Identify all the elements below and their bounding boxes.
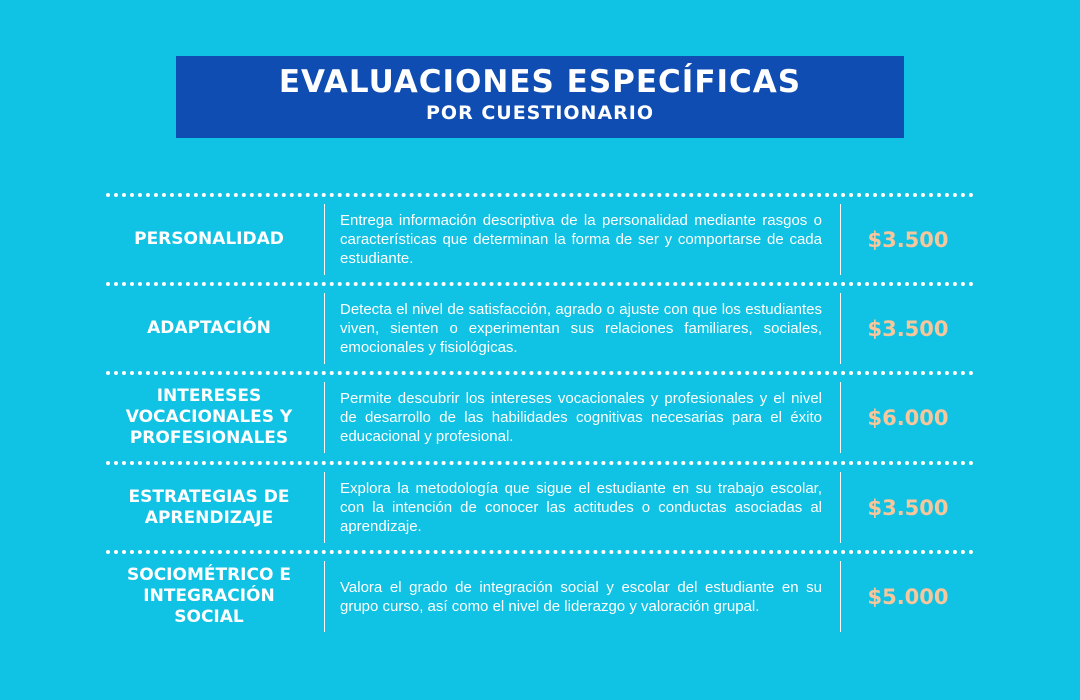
column-divider bbox=[324, 382, 325, 453]
dotted-divider bbox=[106, 550, 974, 554]
evaluation-name: SOCIOMÉTRICO E INTEGRACIÓN SOCIAL bbox=[127, 565, 291, 627]
column-divider bbox=[840, 204, 841, 275]
evaluation-description: Permite descubrir los intereses vocacionales y profesionales y el nivel de desarrollo de las habilidades cognitivas necesarias para el éxito educacional y profesional. bbox=[340, 390, 822, 445]
evaluation-description: Valora el grado de integración social y escolar del estudiante en su grupo curso, así como el nivel de liderazgo y valoración grupal. bbox=[340, 578, 822, 615]
page-title: EVALUACIONES ESPECÍFICAS bbox=[278, 64, 802, 100]
page-subtitle: POR CUESTIONARIO bbox=[426, 102, 654, 124]
column-divider bbox=[840, 472, 841, 543]
column-divider bbox=[840, 293, 841, 364]
title-banner bbox=[176, 56, 904, 138]
evaluation-row-intereses bbox=[106, 382, 974, 453]
evaluation-row-estrategias bbox=[106, 472, 974, 543]
column-divider bbox=[324, 472, 325, 543]
dotted-divider bbox=[106, 371, 974, 375]
column-divider bbox=[324, 293, 325, 364]
dotted-divider bbox=[106, 282, 974, 286]
dotted-divider bbox=[106, 193, 974, 197]
evaluation-row-sociometrico bbox=[106, 561, 974, 632]
column-divider bbox=[324, 204, 325, 275]
evaluation-description: Entrega información descriptiva de la personalidad mediante rasgos o características que determinan la forma de ser y comportarse de cada estudiante. bbox=[340, 212, 822, 267]
evaluation-name: INTERESES VOCACIONALES Y PROFESIONALES bbox=[125, 386, 293, 448]
evaluation-name: ADAPTACIÓN bbox=[147, 318, 271, 338]
evaluation-description: Explora la metodología que sigue el estudiante en su trabajo escolar, con la intención de conocer las actitudes o conductas asociadas al aprendizaje. bbox=[340, 480, 822, 535]
evaluation-name: PERSONALIDAD bbox=[134, 229, 284, 249]
evaluation-price: $3.500 bbox=[867, 316, 949, 341]
column-divider bbox=[324, 561, 325, 632]
evaluation-price: $5.000 bbox=[867, 584, 949, 609]
column-divider bbox=[840, 561, 841, 632]
evaluation-name: ESTRATEGIAS DE APRENDIZAJE bbox=[128, 486, 290, 528]
evaluation-price: $3.500 bbox=[867, 227, 949, 252]
evaluation-row-personalidad bbox=[106, 204, 974, 275]
evaluation-price: $6.000 bbox=[867, 405, 949, 430]
column-divider bbox=[840, 382, 841, 453]
evaluation-description: Detecta el nivel de satisfacción, agrado o ajuste con que los estudiantes viven, sienten o experimentan sus relaciones familiares, sociales, emocionales y fisiológicas. bbox=[340, 301, 822, 356]
dotted-divider bbox=[106, 461, 974, 465]
evaluation-price: $3.500 bbox=[867, 495, 949, 520]
evaluation-row-adaptacion bbox=[106, 293, 974, 364]
